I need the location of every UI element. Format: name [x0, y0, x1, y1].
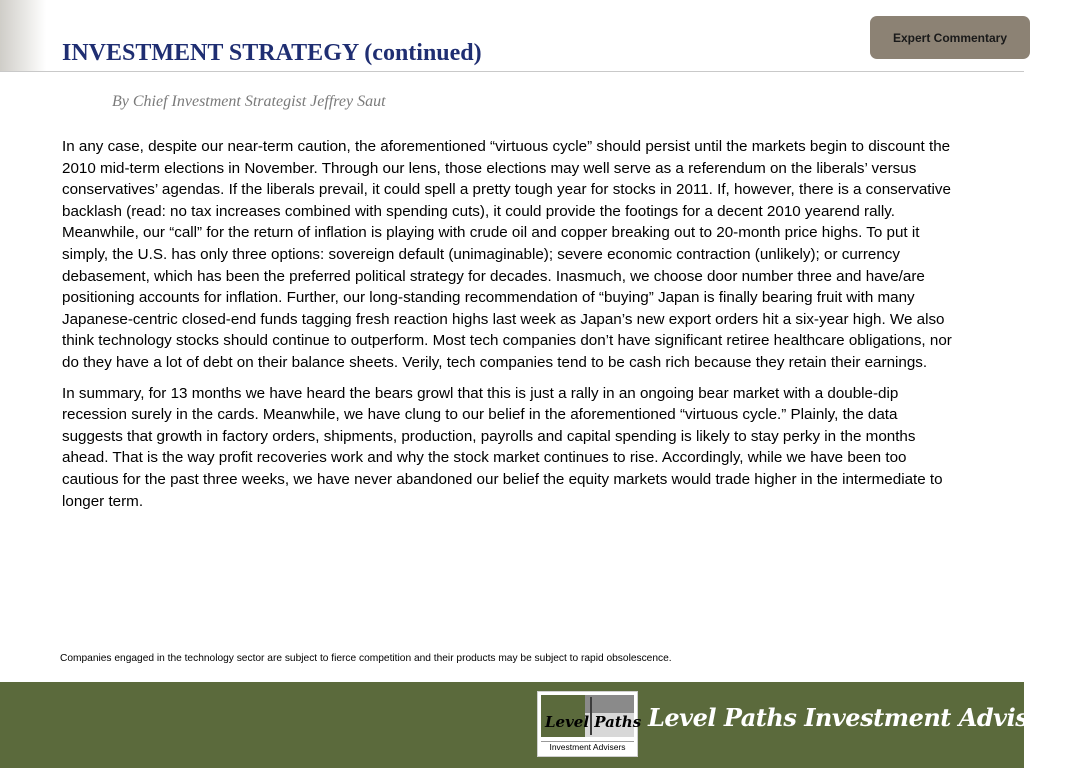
company-logo: [537, 691, 642, 757]
page-title: INVESTMENT STRATEGY (continued): [62, 40, 482, 66]
technology-disclaimer: Companies engaged in the technology sector are subject to fierce competition and their products may be subject to rapid obsolescence.: [60, 653, 672, 664]
title-divider: [0, 71, 1024, 72]
logo-mark: [541, 695, 642, 739]
corner-shade: [0, 0, 46, 72]
body-paragraph-2: In summary, for 13 months we have heard the bears growl that this is just a rally in an ongoing bear market with a double-dip recession surely in the cards. Meanwhile, we have clung to our belief in the aforementioned “virtuous cycle.” Plainly, the data suggests that growth in factory orders, shipments, production, payrolls and capital spending is likely to stay perky in the months ahead. That is the way profit recoveries work and why the stock market continues to rise. Accordingly, while we have been too cautious for the past three weeks, we have never abandoned our belief the equity markets would trade higher in the intermediate to longer term.: [62, 384, 943, 510]
commentary-body: [62, 136, 962, 521]
author-byline: By Chief Investment Strategist Jeffrey Saut: [112, 93, 386, 110]
body-paragraph-1: In any case, despite our near-term caution, the aforementioned “virtuous cycle” should persist until the markets begin to discount the 2010 mid-term elections in November. Through our lens, those elections may well serve as a referendum on the liberals’ versus conservatives’ agendas. If the liberals prevail, it could spell a pretty tough year for stocks in 2011. If, however, there is a conservative backlash (read: no tax increases combined with spending cuts), it could provide the footings for a decent 2010 yearend rally. Meanwhile, our “call” for the return of inflation is playing with crude oil and copper breaking out to 20-month price highs. To put it simply, the U.S. has only three options: sovereign default (unimaginable); severe economic contraction (unlikely); or currency debasement, which has been the preferred political strategy for decades. Inasmuch, we choose door number three and have/are positioning accounts for inflation. Further, our long-standing recommendation of “buying” Japan is finally bearing fruit with many Japanese-centric closed-end funds tagging fresh reaction highs last week as Japan’s new export orders hit a six-year high. We also think technology stocks should continue to outperform. Most tech companies don’t have significant retiree healthcare obligations, nor do they have a lot of debt on their balance sheets. Verily, tech companies tend to be cash rich because they retain their earnings.: [62, 138, 952, 371]
logo-caption: Investment Advisers: [541, 741, 634, 753]
expert-commentary-tab[interactable]: Expert Commentary: [870, 16, 1030, 59]
brand-name: Level Paths Investment Advisers: [648, 703, 1068, 732]
logo-text: Level Paths: [545, 713, 642, 731]
